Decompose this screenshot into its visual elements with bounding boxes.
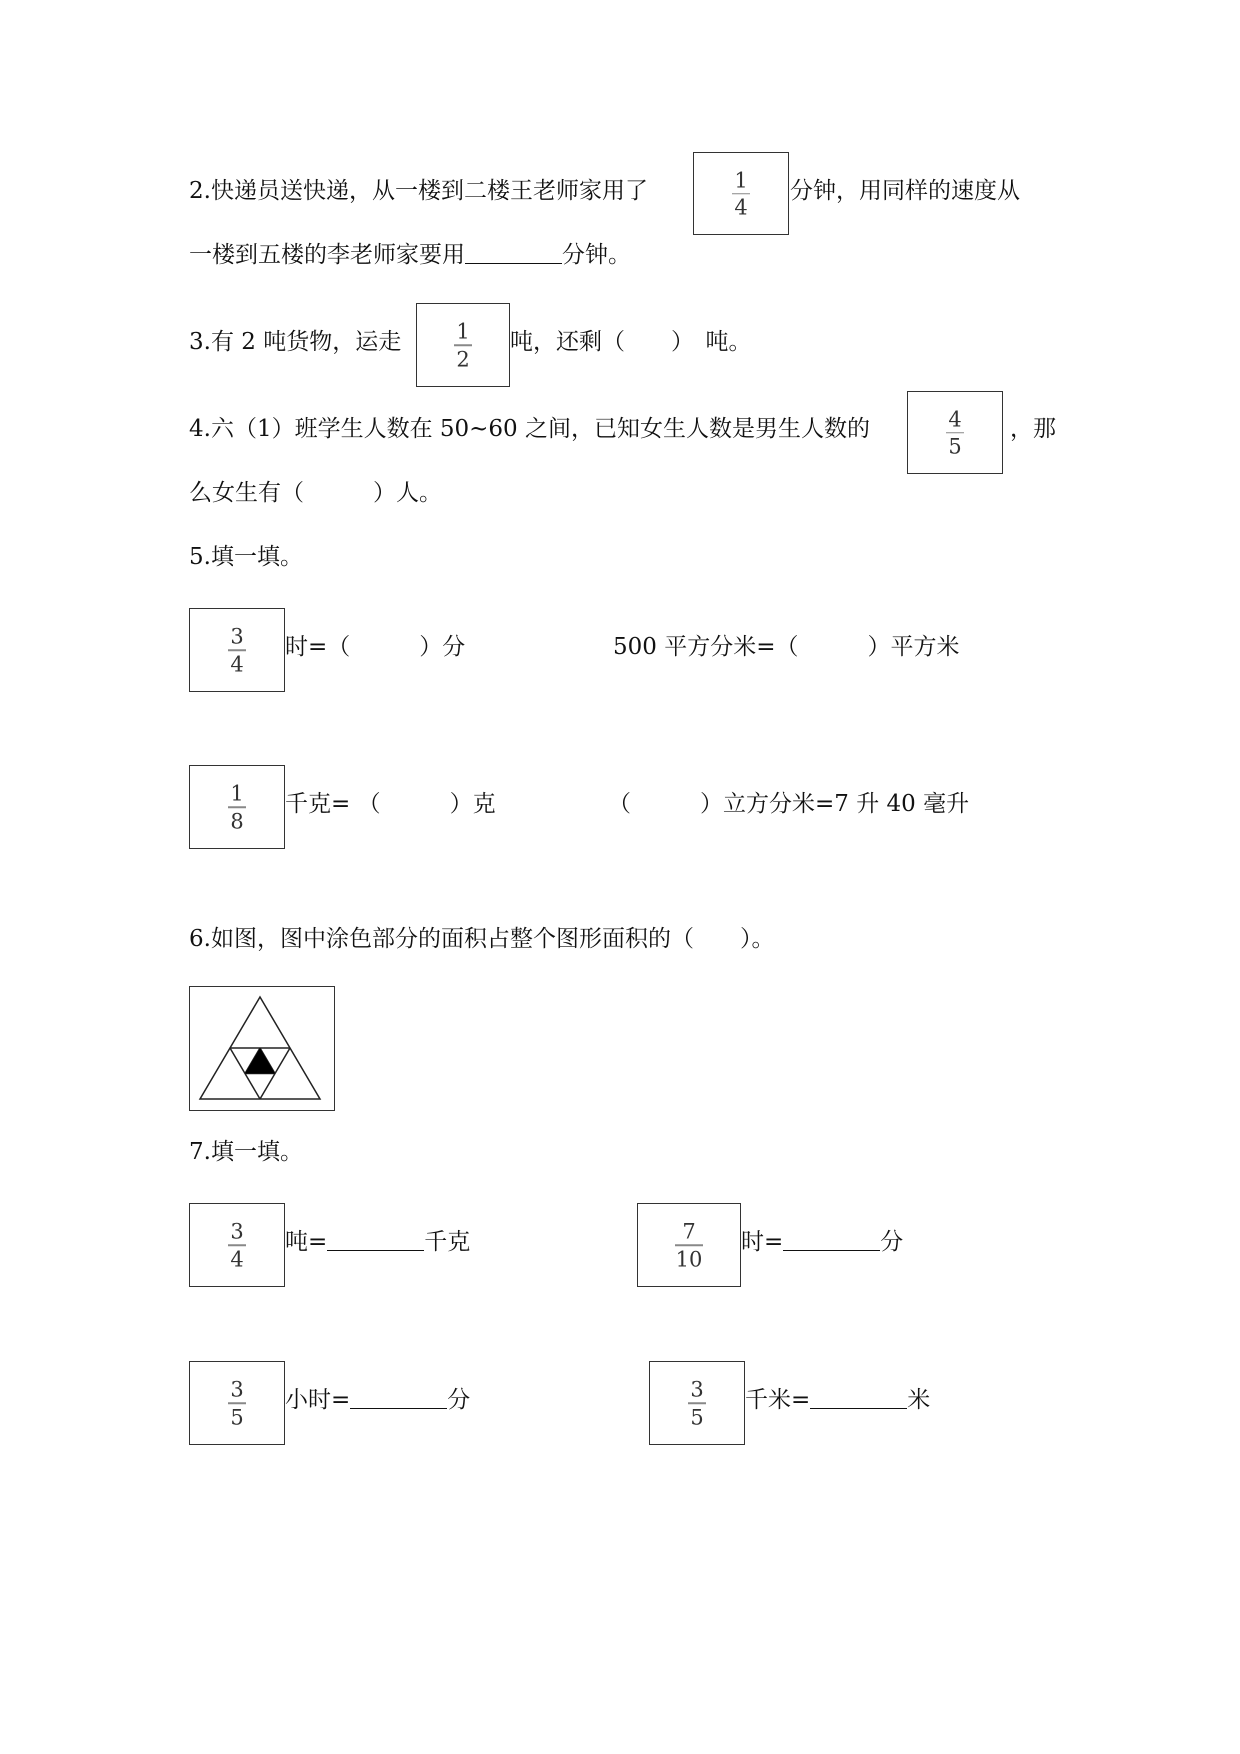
q7b-fraction-box bbox=[637, 1203, 741, 1287]
q7d-pre: 千米= bbox=[745, 1387, 811, 1413]
q5c-fraction bbox=[190, 782, 284, 832]
q7c-fraction-box bbox=[189, 1361, 285, 1445]
q2-fraction-denominator: 4 bbox=[734, 195, 748, 220]
q3-text-part2: 吨，还剩（ ） 吨。 bbox=[510, 329, 752, 355]
q7d-answer-blank[interactable] bbox=[810, 1386, 907, 1409]
q7d-fraction-denominator: 5 bbox=[690, 1404, 704, 1429]
q5a-text: 时=（ ）分 bbox=[285, 634, 466, 660]
q5d-text: （ ）立方分米=7 升 40 毫升 bbox=[608, 791, 970, 817]
q4-line2: 么女生有（ ）人。 bbox=[189, 480, 442, 506]
q7c-pre: 小时= bbox=[285, 1387, 351, 1413]
q5a-fraction-box bbox=[189, 608, 285, 692]
q7c-fraction-numerator: 3 bbox=[230, 1377, 244, 1402]
q5c-text: 千克= （ ）克 bbox=[285, 791, 496, 817]
q7c-fraction bbox=[190, 1378, 284, 1428]
q4-fraction-numerator: 4 bbox=[948, 406, 962, 431]
q7b-fraction-bar bbox=[675, 1244, 703, 1246]
q7b-fraction bbox=[638, 1220, 740, 1270]
q3-fraction-bar bbox=[454, 344, 472, 346]
q5a-fraction bbox=[190, 625, 284, 675]
q5c-fraction-numerator: 1 bbox=[230, 781, 244, 806]
q7c-fraction-bar bbox=[228, 1402, 246, 1404]
q7a-fraction-numerator: 3 bbox=[230, 1219, 244, 1244]
q7a-post: 千克 bbox=[424, 1229, 471, 1255]
q2-text-part1: 2.快递员送快递，从一楼到二楼王老师家用了 bbox=[189, 178, 648, 204]
q2-fraction bbox=[694, 169, 788, 219]
q2-line2-text-a: 一楼到五楼的李老师家要用 bbox=[189, 242, 465, 268]
q4-fraction-denominator: 5 bbox=[948, 434, 962, 459]
q3-fraction-box bbox=[416, 303, 510, 387]
q7-title: 7.填一填。 bbox=[189, 1139, 303, 1165]
q3-text-part1: 3.有 2 吨货物，运走 bbox=[189, 329, 402, 355]
q7a-pre: 吨= bbox=[285, 1229, 328, 1255]
q2-line2 bbox=[189, 240, 631, 270]
q7d-fraction-numerator: 3 bbox=[690, 1377, 704, 1402]
q3-fraction bbox=[417, 320, 509, 370]
q7d-fraction bbox=[650, 1378, 744, 1428]
q7b-pre: 时= bbox=[741, 1229, 784, 1255]
q7a-fraction-bar bbox=[228, 1244, 246, 1246]
q2-answer-blank[interactable] bbox=[465, 241, 562, 264]
q7c-post: 分 bbox=[447, 1387, 471, 1413]
q5a-fraction-bar bbox=[228, 649, 246, 651]
q7c-answer-blank[interactable] bbox=[350, 1386, 447, 1409]
q6-triangle-figure bbox=[189, 986, 335, 1111]
triangle-diagram bbox=[190, 987, 333, 1109]
q2-fraction-numerator: 1 bbox=[734, 167, 748, 192]
q6-text: 6.如图，图中涂色部分的面积占整个图形面积的（ ）。 bbox=[189, 926, 775, 952]
q5c-fraction-box bbox=[189, 765, 285, 849]
q7d-fraction-bar bbox=[688, 1402, 706, 1404]
q4-fraction-bar bbox=[946, 432, 964, 434]
q5c-fraction-denominator: 8 bbox=[230, 808, 244, 833]
q2-text-part2: 分钟，用同样的速度从 bbox=[790, 178, 1020, 204]
q2-line2-text-b: 分钟。 bbox=[562, 242, 631, 268]
q7c-text bbox=[285, 1385, 470, 1415]
q4-fraction bbox=[908, 408, 1002, 458]
q2-fraction-bar bbox=[732, 193, 750, 195]
q4-text-part2: ，那 bbox=[1010, 416, 1056, 442]
q3-fraction-denominator: 2 bbox=[456, 346, 470, 371]
q5a-fraction-numerator: 3 bbox=[230, 624, 244, 649]
shaded-triangle bbox=[245, 1048, 275, 1074]
q7a-fraction-denominator: 4 bbox=[230, 1246, 244, 1271]
q5a-fraction-denominator: 4 bbox=[230, 651, 244, 676]
q4-text-part1: 4.六（1）班学生人数在 50~60 之间，已知女生人数是男生人数的 bbox=[189, 416, 871, 442]
q5c-fraction-bar bbox=[228, 806, 246, 808]
q5b-text: 500 平方分米=（ ）平方米 bbox=[613, 634, 960, 660]
q7d-fraction-box bbox=[649, 1361, 745, 1445]
q4-fraction-box bbox=[907, 391, 1003, 474]
q7a-text bbox=[285, 1227, 470, 1257]
q7a-fraction-box bbox=[189, 1203, 285, 1287]
q7b-answer-blank[interactable] bbox=[783, 1228, 880, 1251]
q5-title: 5.填一填。 bbox=[189, 544, 303, 570]
q7b-text bbox=[741, 1227, 903, 1257]
q7b-post: 分 bbox=[880, 1229, 904, 1255]
q7d-text bbox=[745, 1385, 930, 1415]
q7b-fraction-numerator: 7 bbox=[682, 1219, 696, 1244]
q2-fraction-box bbox=[693, 152, 789, 235]
q7a-fraction bbox=[190, 1220, 284, 1270]
q7b-fraction-denominator: 10 bbox=[675, 1246, 703, 1271]
q3-fraction-numerator: 1 bbox=[456, 319, 470, 344]
q7c-fraction-denominator: 5 bbox=[230, 1404, 244, 1429]
q7a-answer-blank[interactable] bbox=[327, 1228, 424, 1251]
q7d-post: 米 bbox=[907, 1387, 931, 1413]
